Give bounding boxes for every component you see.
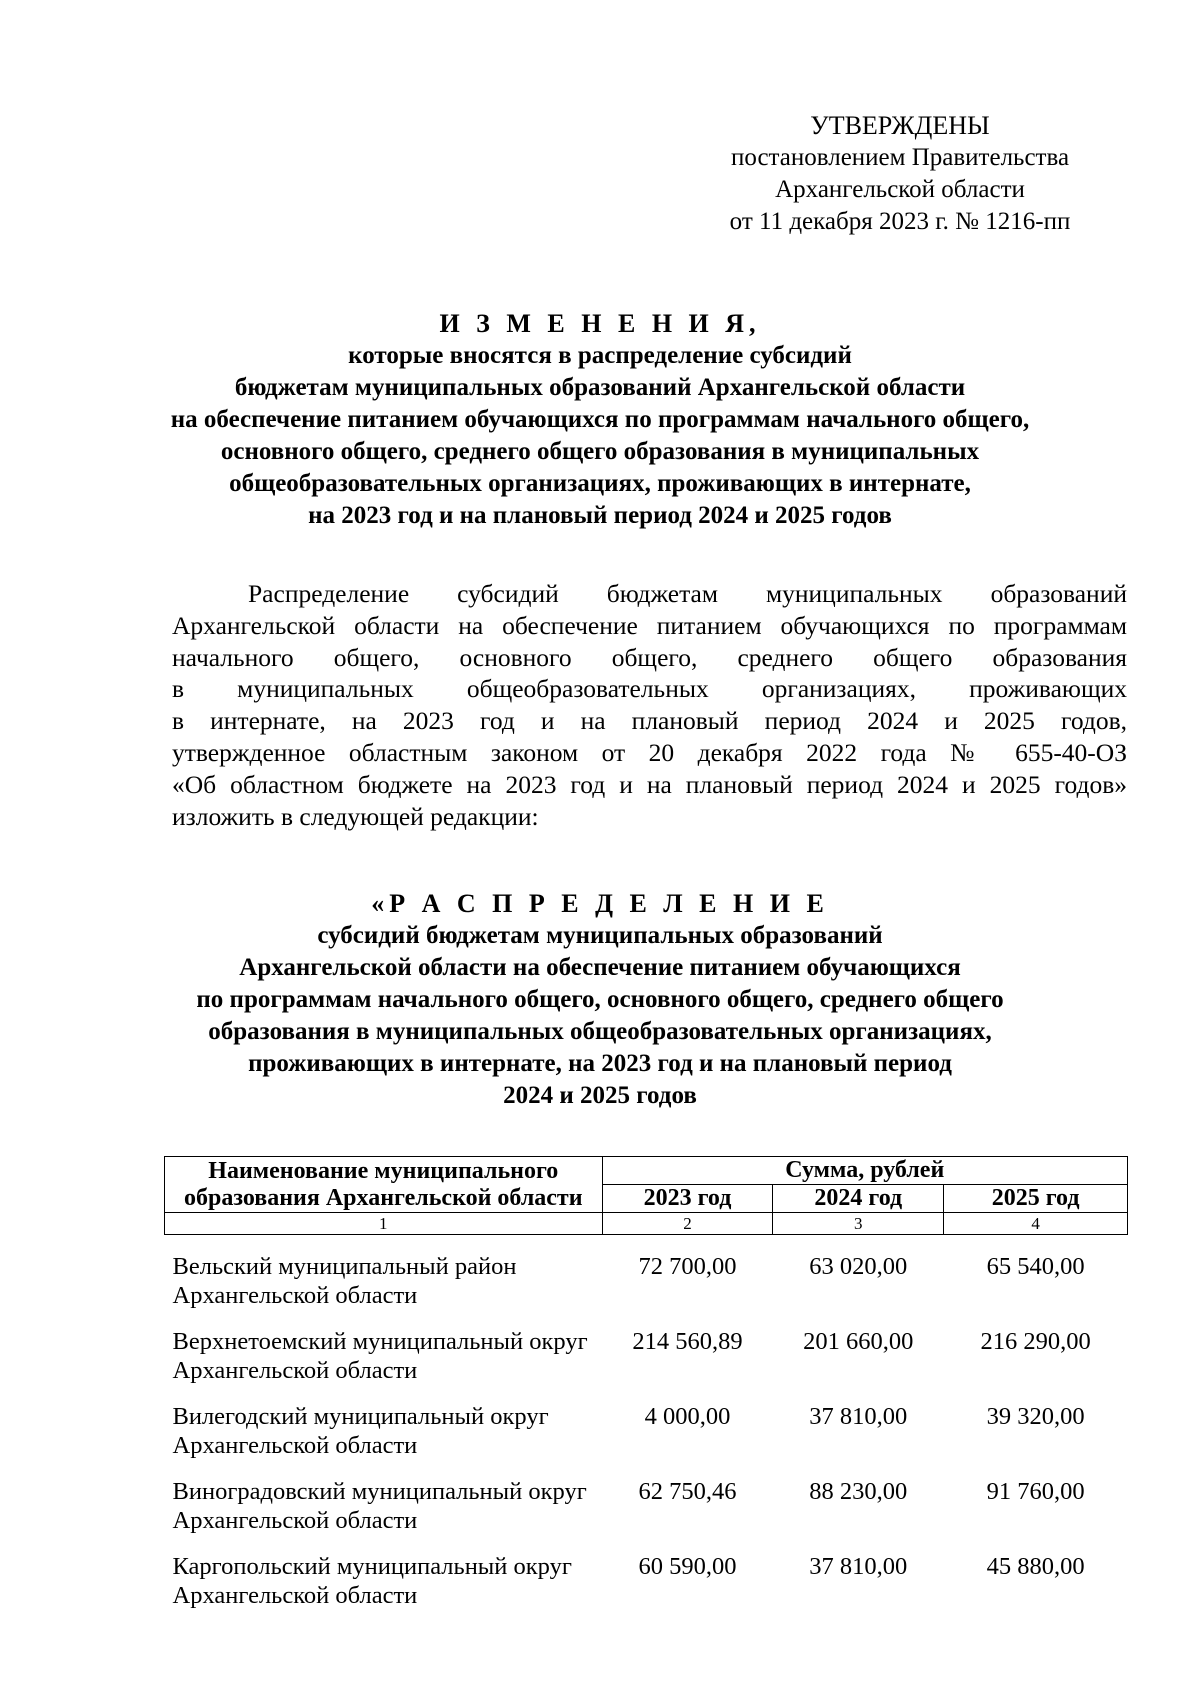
value-2024: 201 660,00 bbox=[803, 1328, 914, 1355]
changes-title: И З М Е Н Е Н И Я, bbox=[439, 309, 761, 338]
value-2025: 91 760,00 bbox=[986, 1478, 1085, 1505]
table-header-row bbox=[165, 1157, 1128, 1185]
paragraph-line: начального общего, основного общего, среднего общего образования bbox=[172, 642, 1127, 672]
column-number-row bbox=[165, 1213, 1128, 1235]
column-number: 3 bbox=[773, 1213, 944, 1235]
name-line: Архангельской области bbox=[172, 1507, 418, 1534]
name-line: Вилегодский муниципальный округ bbox=[172, 1403, 549, 1430]
municipality-name bbox=[165, 1385, 603, 1460]
header-text: образования Архангельской области bbox=[183, 1184, 583, 1211]
approval-block bbox=[690, 110, 1110, 238]
municipality-name bbox=[165, 1235, 603, 1311]
paragraph-line: Распределение субсидий бюджетам муниципальных образований bbox=[248, 579, 1127, 608]
value-2025: 45 880,00 bbox=[986, 1553, 1085, 1580]
heading-line: Архангельской области на обеспечение питанием обучающихся bbox=[239, 954, 961, 981]
table-row bbox=[165, 1460, 1128, 1535]
table-row bbox=[165, 1385, 1128, 1460]
paragraph-line: утвержденное областным законом от 20 декабря 2022 года № 655-40-ОЗ bbox=[172, 737, 1127, 767]
heading-line: на обеспечение питанием обучающихся по программам начального общего, bbox=[170, 406, 1030, 433]
heading-line: по программам начального общего, основного общего, среднего общего bbox=[196, 986, 1004, 1013]
paragraph-line: «Об областном бюджете на 2023 год и на плановый период 2024 и 2025 годов» bbox=[172, 769, 1127, 799]
value-2023: 214 560,89 bbox=[632, 1328, 743, 1355]
column-number: 4 bbox=[944, 1213, 1128, 1235]
name-line: Вельский муниципальный район bbox=[172, 1253, 517, 1280]
changes-heading bbox=[150, 308, 1050, 532]
paragraph-line: в муниципальных общеобразовательных организациях, проживающих bbox=[172, 674, 1127, 704]
year-header: 2024 год bbox=[773, 1185, 944, 1213]
column-number: 1 bbox=[165, 1213, 603, 1235]
body-paragraph bbox=[172, 578, 1127, 832]
heading-line: общеобразовательных организациях, проживающих в интернате, bbox=[229, 470, 971, 497]
value-2024: 37 810,00 bbox=[809, 1553, 908, 1580]
heading-line: субсидий бюджетам муниципальных образований bbox=[317, 922, 883, 949]
approval-line: Архангельской области bbox=[775, 176, 1025, 203]
heading-line: которые вносятся в распределение субсидий bbox=[348, 342, 852, 369]
paragraph-line: Архангельской области на обеспечение питанием обучающихся по программам bbox=[172, 610, 1127, 640]
value-2023: 4 000,00 bbox=[644, 1403, 731, 1430]
value-2024: 37 810,00 bbox=[809, 1403, 908, 1430]
heading-line: на 2023 год и на плановый период 2024 и 2025 годов bbox=[308, 502, 892, 529]
value-2025: 39 320,00 bbox=[986, 1403, 1085, 1430]
year-header: 2023 год bbox=[602, 1185, 773, 1213]
municipality-name bbox=[165, 1460, 603, 1535]
name-column-header bbox=[165, 1157, 603, 1213]
distribution-heading bbox=[150, 888, 1050, 1112]
name-line: Виноградовский муниципальный округ bbox=[172, 1478, 587, 1505]
header-text: Наименование муниципального bbox=[208, 1157, 559, 1184]
value-2023: 72 700,00 bbox=[638, 1253, 737, 1280]
sum-column-header: Сумма, рублей bbox=[602, 1157, 1127, 1185]
heading-line: образования в муниципальных общеобразовательных организациях, bbox=[208, 1018, 992, 1045]
paragraph-line: в интернате, на 2023 год и на плановый период 2024 и 2025 годов, bbox=[172, 706, 1127, 736]
name-line: Архангельской области bbox=[172, 1432, 418, 1459]
table-row bbox=[165, 1235, 1128, 1311]
column-number: 2 bbox=[602, 1213, 773, 1235]
value-2025: 65 540,00 bbox=[986, 1253, 1085, 1280]
table-row bbox=[165, 1535, 1128, 1610]
approval-title: УТВЕРЖДЕНЫ bbox=[810, 111, 990, 140]
value-2024: 88 230,00 bbox=[809, 1478, 908, 1505]
heading-line: 2024 и 2025 годов bbox=[503, 1082, 697, 1109]
distribution-table bbox=[164, 1156, 1128, 1610]
approval-date-number: от 11 декабря 2023 г. № 1216-пп bbox=[729, 208, 1071, 235]
name-line: Каргопольский муниципальный округ bbox=[172, 1553, 572, 1580]
heading-line: бюджетам муниципальных образований Архангельской области bbox=[234, 374, 966, 401]
name-line: Верхнетоемский муниципальный округ bbox=[172, 1328, 588, 1355]
value-2023: 60 590,00 bbox=[638, 1553, 737, 1580]
value-2024: 63 020,00 bbox=[809, 1253, 908, 1280]
name-line: Архангельской области bbox=[172, 1357, 418, 1384]
paragraph-line: изложить в следующей редакции: bbox=[172, 801, 539, 831]
name-line: Архангельской области bbox=[172, 1282, 418, 1309]
heading-line: проживающих в интернате, на 2023 год и на плановый период bbox=[248, 1050, 952, 1077]
municipality-name bbox=[165, 1310, 603, 1385]
municipality-name bbox=[165, 1535, 603, 1610]
value-2023: 62 750,46 bbox=[638, 1478, 737, 1505]
heading-line: основного общего, среднего общего образования в муниципальных bbox=[220, 438, 980, 465]
table-row bbox=[165, 1310, 1128, 1385]
name-line: Архангельской области bbox=[172, 1582, 418, 1609]
year-header: 2025 год bbox=[944, 1185, 1128, 1213]
approval-line: постановлением Правительства bbox=[730, 144, 1070, 171]
value-2025: 216 290,00 bbox=[980, 1328, 1091, 1355]
distribution-title: «Р А С П Р Е Д Е Л Е Н И Е bbox=[371, 889, 829, 918]
